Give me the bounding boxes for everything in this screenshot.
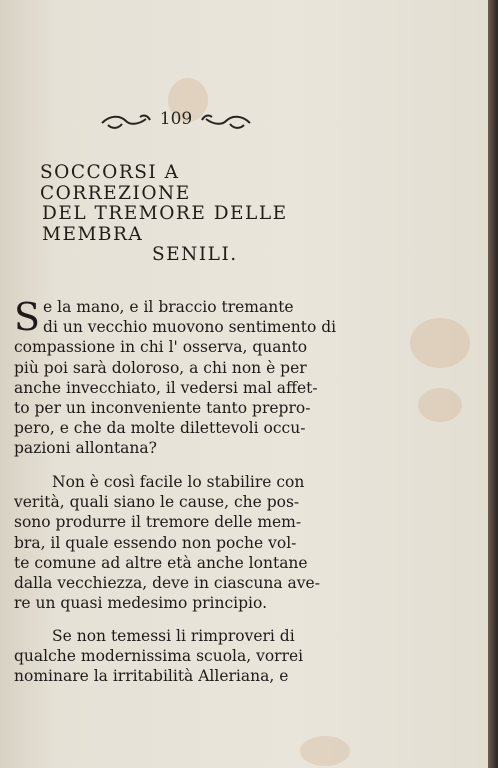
text-line: qualche modernissima scuola, vorrei — [14, 647, 304, 666]
right-ornament-icon — [200, 111, 252, 131]
paragraph-1 — [14, 297, 350, 459]
page-number: 109 — [159, 109, 193, 129]
text-line: e la mano, e il braccio tremante — [43, 298, 294, 316]
text-line: pazioni allontana? — [14, 439, 157, 458]
paragraph-3 — [14, 626, 350, 687]
title-line-3: SENILI. — [152, 244, 238, 265]
text-line: sono produrre il tremore delle mem- — [14, 513, 302, 532]
text-line: dalla vecchiezza, deve in ciascuna ave- — [14, 574, 320, 593]
title-line-1: SOCCORSI A CORREZIONE — [40, 162, 191, 204]
paper-stain — [418, 388, 462, 422]
drop-cap: S — [14, 295, 41, 339]
paper-stain — [410, 318, 470, 368]
paragraph-2 — [14, 472, 350, 613]
text-line: compassione in chi l' osserva, quanto — [14, 338, 308, 357]
text-line: Se non temessi li rimproveri di — [52, 627, 295, 645]
text-line: Non è così facile lo stabilire con — [52, 473, 305, 491]
text-line: bra, il quale essendo non poche vol- — [14, 533, 297, 552]
paper-stain — [300, 736, 350, 766]
text-line: nominare la irritabilità Alleriana, e — [14, 667, 289, 686]
text-line: più poi sarà doloroso, a chi non è per — [14, 358, 307, 377]
text-line: pero, e che da molte dilettevoli occu- — [14, 419, 306, 438]
text-line: di un vecchio muovono sentimento di — [43, 318, 337, 337]
page-header — [100, 109, 250, 133]
text-line: to per un inconveniente tanto prepro- — [14, 399, 311, 418]
text-line: anche invecchiato, il vedersi mal affet- — [14, 378, 318, 397]
left-ornament-icon — [100, 111, 152, 131]
text-line: re un quasi medesimo principio. — [14, 594, 267, 613]
text-line: verità, quali siano le cause, che pos- — [14, 493, 300, 512]
title-line-2: DEL TREMORE DELLE MEMBRA — [42, 203, 288, 245]
text-line: te comune ad altre età anche lontane — [14, 553, 308, 572]
book-spine-shadow — [488, 0, 498, 768]
